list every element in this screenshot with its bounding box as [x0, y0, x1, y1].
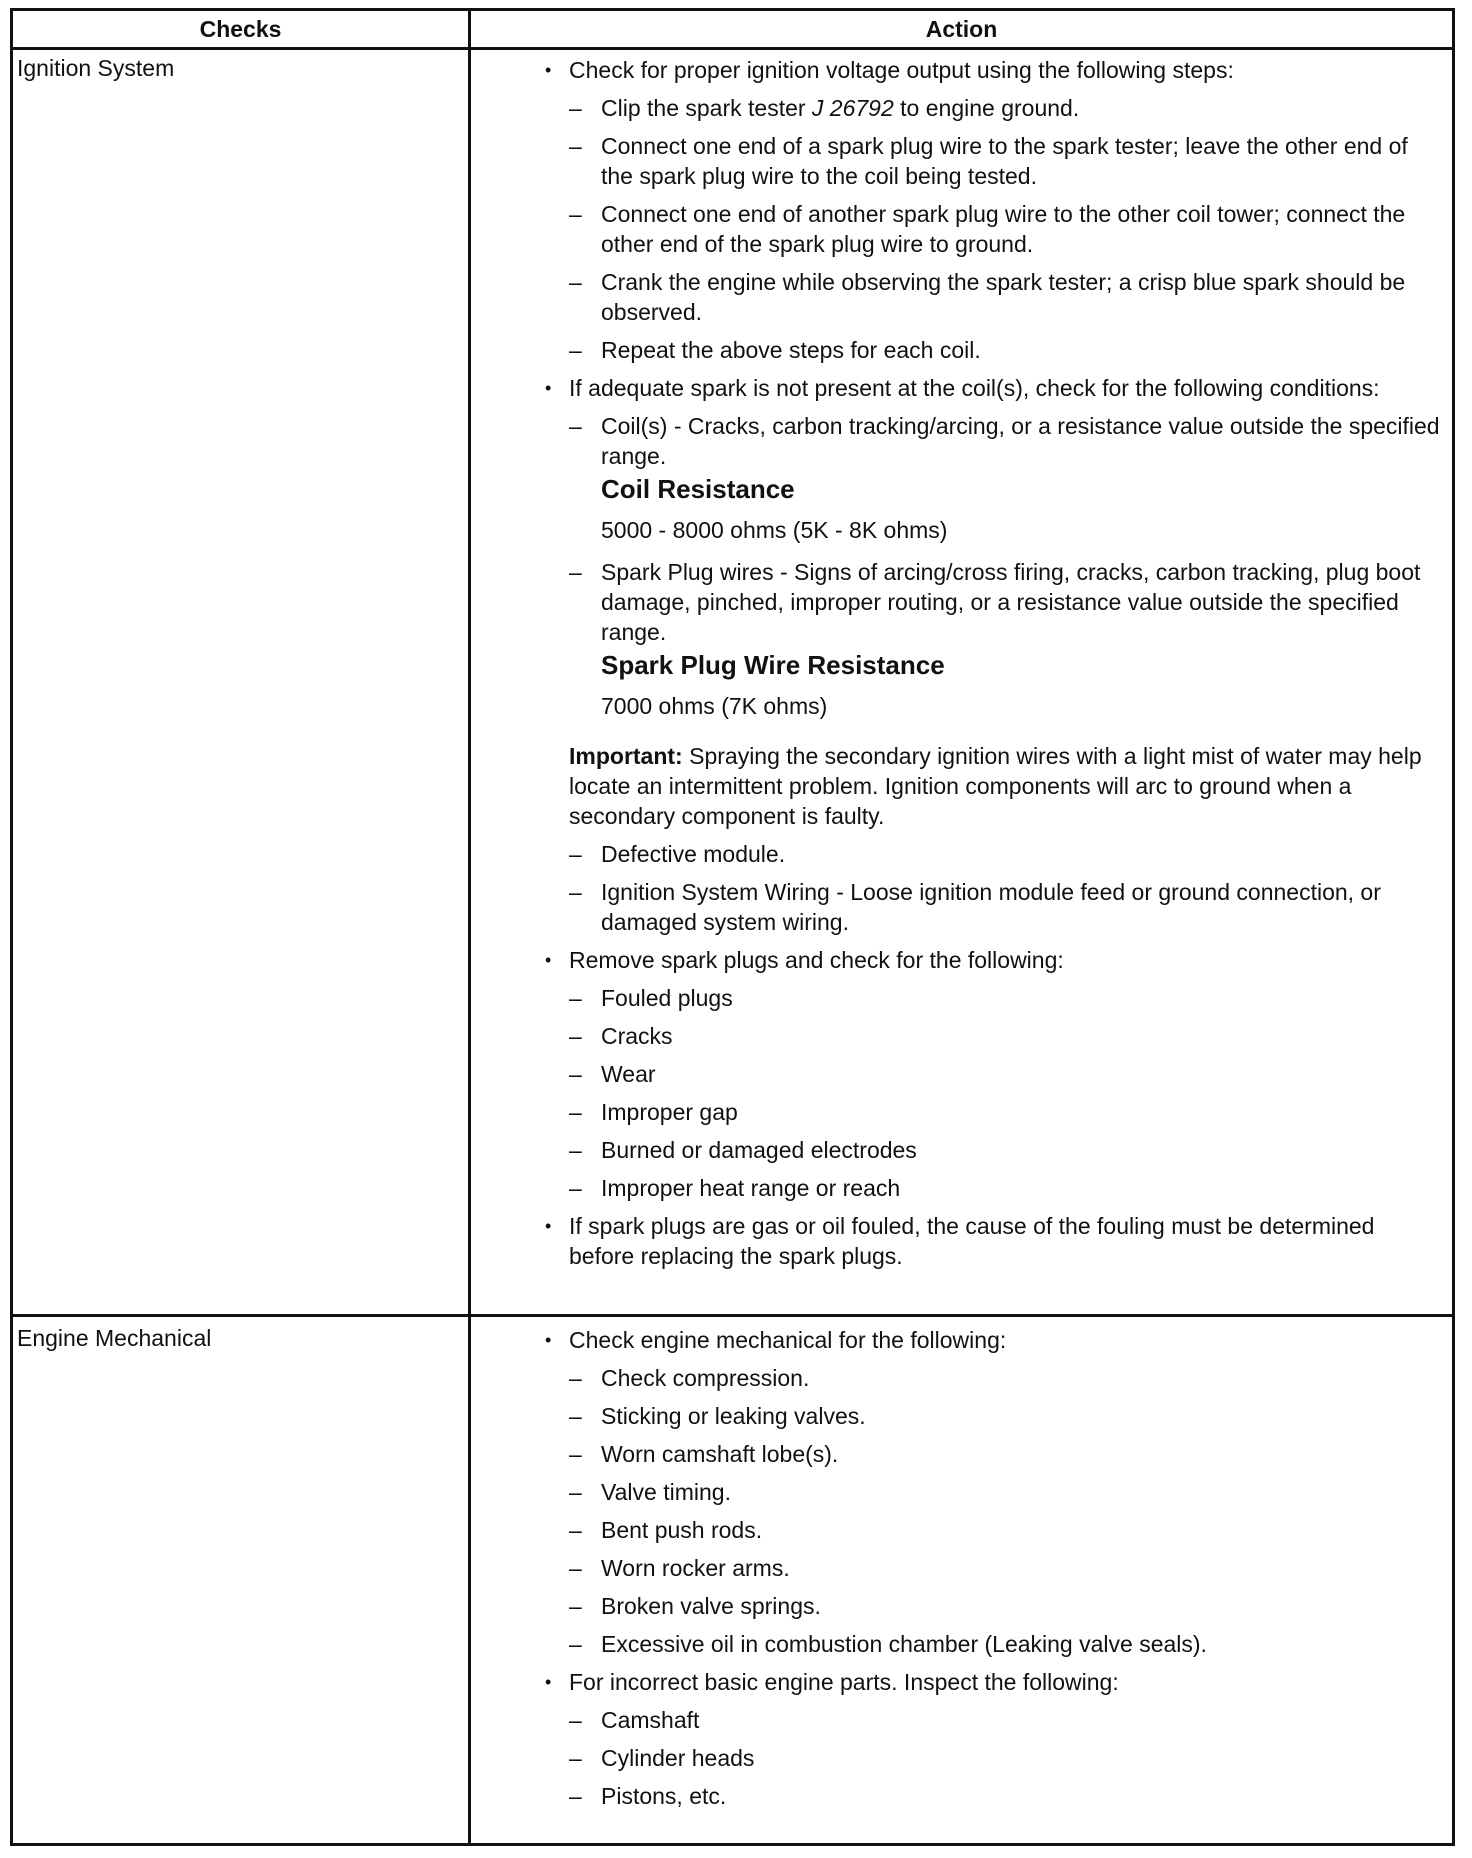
column-divider: [468, 11, 471, 1843]
bullet-item: • Check engine mechanical for the following:: [541, 1325, 1446, 1355]
dash-item: – Wear: [541, 1059, 1446, 1089]
dash-item: – Pistons, etc.: [541, 1781, 1446, 1811]
dash-item: – Improper heat range or reach: [541, 1173, 1446, 1203]
dash-item: – Worn rocker arms.: [541, 1553, 1446, 1583]
dash-item: – Defective module.: [541, 839, 1446, 869]
important-note: [541, 741, 1446, 831]
dash-item: – Bent push rods.: [541, 1515, 1446, 1545]
dash-item: – Burned or damaged electrodes: [541, 1135, 1446, 1165]
dash-item: – Improper gap: [541, 1097, 1446, 1127]
spec-value-wire-resistance: 7000 ohms (7K ohms): [601, 693, 828, 719]
diagnostic-table-frame: [10, 8, 1460, 1850]
check-ignition-system: Ignition System: [17, 55, 175, 81]
dash-item: – Repeat the above steps for each coil.: [541, 335, 1446, 365]
dash-item: – Fouled plugs: [541, 983, 1446, 1013]
dash-item: – Crank the engine while observing the spark tester; a crisp blue spark should be observed.: [541, 267, 1446, 327]
dash-item: – Coil(s) - Cracks, carbon tracking/arcing, or a resistance value outside the specified range.: [541, 411, 1446, 471]
dash-item: – Cylinder heads: [541, 1743, 1446, 1773]
dash-item: [541, 93, 1446, 123]
dash-item: – Ignition System Wiring - Loose ignition module feed or ground connection, or damaged system wiring.: [541, 877, 1446, 937]
bullet-item: • If adequate spark is not present at the coil(s), check for the following conditions:: [541, 373, 1446, 403]
bullet-item: • For incorrect basic engine parts. Inspect the following:: [541, 1667, 1446, 1697]
dash-item: – Sticking or leaking valves.: [541, 1401, 1446, 1431]
check-engine-mechanical: Engine Mechanical: [17, 1325, 212, 1351]
action-ignition-system: [541, 55, 1446, 1279]
bullet-item: • Remove spark plugs and check for the following:: [541, 945, 1446, 975]
bullet-item: • If spark plugs are gas or oil fouled, the cause of the fouling must be determined before replacing the spark plugs.: [541, 1211, 1446, 1271]
header-checks: Checks: [199, 15, 282, 42]
header-action: Action: [925, 15, 998, 42]
dash-item: – Check compression.: [541, 1363, 1446, 1393]
bullet-item: • Check for proper ignition voltage output using the following steps:: [541, 55, 1446, 85]
dash-text: Clip the spark tester: [601, 95, 812, 121]
dash-item: – Connect one end of a spark plug wire to the spark tester; leave the other end of the spark plug wire to the coil being tested.: [541, 131, 1446, 191]
dash-item: – Camshaft: [541, 1705, 1446, 1735]
diagnostic-table: [10, 8, 1455, 1846]
tool-number: J 26792: [811, 95, 894, 121]
dash-item: – Broken valve springs.: [541, 1591, 1446, 1621]
dash-item: – Cracks: [541, 1021, 1446, 1051]
spec-heading-coil-resistance: Coil Resistance: [601, 474, 795, 504]
spec-heading-wire-resistance: Spark Plug Wire Resistance: [601, 650, 945, 680]
header-divider: [13, 47, 1452, 50]
spec-value-coil-resistance: 5000 - 8000 ohms (5K - 8K ohms): [601, 517, 948, 543]
important-text: Spraying the secondary ignition wires with a light mist of water may help locate an intermittent problem. Ignition components will arc to ground when a secondary component is faulty.: [569, 743, 1422, 829]
dash-item: – Connect one end of another spark plug wire to the other coil tower; connect the other end of the spark plug wire to ground.: [541, 199, 1446, 259]
dash-text: to engine ground.: [893, 95, 1080, 121]
row-divider: [13, 1314, 1452, 1317]
action-engine-mechanical: [541, 1325, 1446, 1819]
important-label: Important:: [569, 743, 683, 769]
dash-item: – Spark Plug wires - Signs of arcing/cross firing, cracks, carbon tracking, plug boot damage, pinched, improper routing, or a resistance value outside the specified range.: [541, 557, 1446, 647]
dash-item: – Valve timing.: [541, 1477, 1446, 1507]
dash-item: – Worn camshaft lobe(s).: [541, 1439, 1446, 1469]
dash-item: – Excessive oil in combustion chamber (Leaking valve seals).: [541, 1629, 1446, 1659]
